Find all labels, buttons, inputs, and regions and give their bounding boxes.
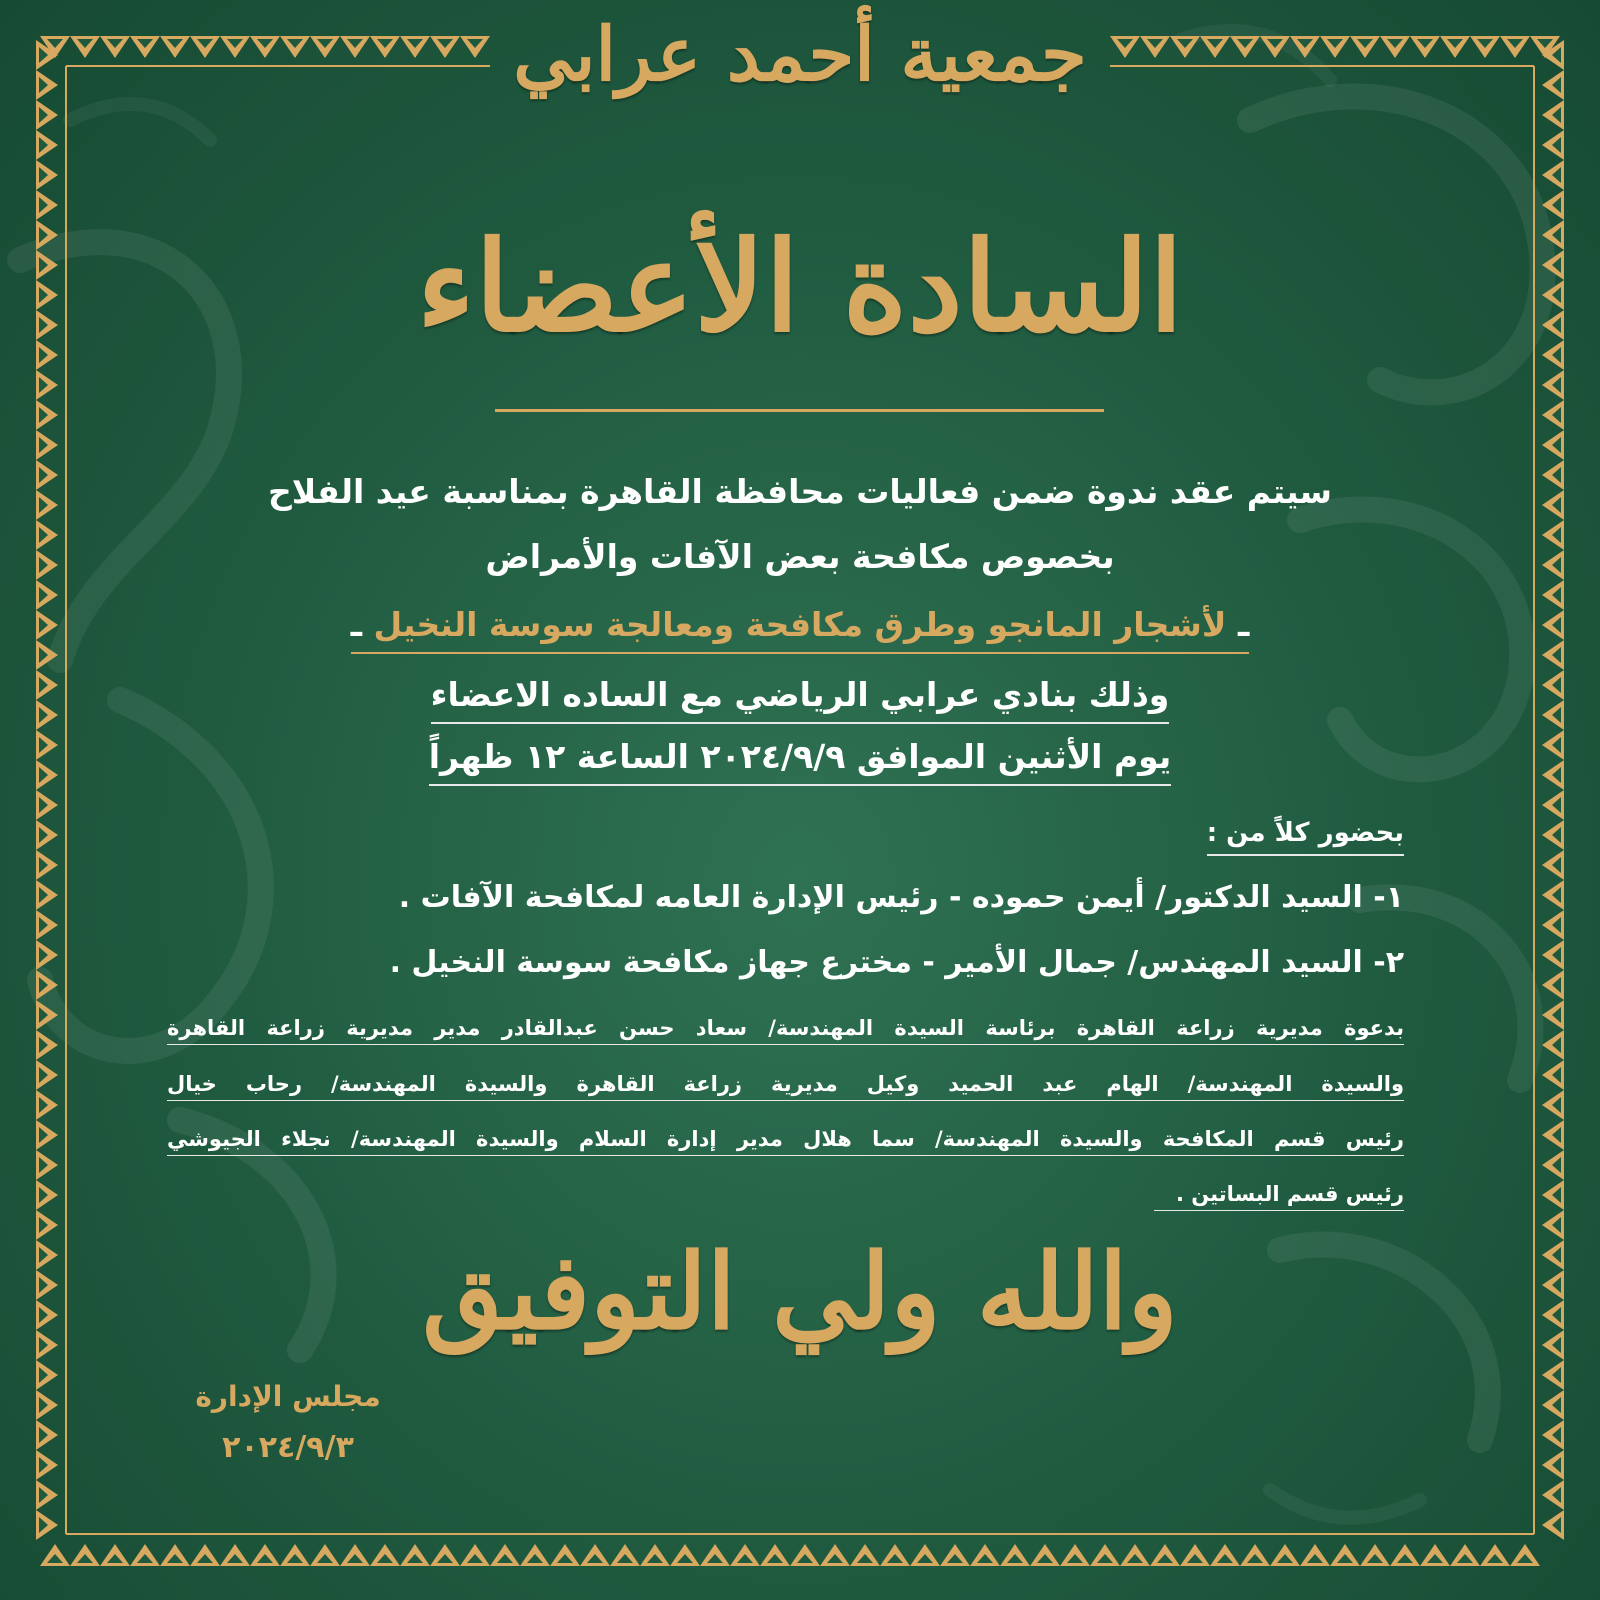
topic-dash-start: ـ — [1226, 605, 1250, 644]
invitation-line: رئيس قسم المكافحة والسيدة المهندسة/ سما هلال مدير إدارة السلام والسيدة المهندسة/ نجلاء الجيوشي — [167, 1127, 1404, 1156]
topic-line — [0, 605, 1600, 654]
organization-title: جمعية أحمد عرابي — [513, 12, 1087, 98]
closing-phrase: والله ولي التوفيق — [422, 1230, 1178, 1353]
heading-underline — [495, 409, 1104, 412]
invitation-line: والسيدة المهندسة/ الهام عبد الحميد وكيل مديرية زراعة القاهرة والسيدة المهندسة/ رحاب خيال — [167, 1072, 1404, 1101]
speaker-item: ١- السيد الدكتور/ أيمن حموده - رئيس الإدارة العامه لمكافحة الآفات . — [398, 880, 1404, 915]
intro-line-1: سيتم عقد ندوة ضمن فعاليات محافظة القاهرة بمناسبة عيد الفلاح — [267, 472, 1332, 511]
signature-label: مجلس الإدارة — [195, 1380, 381, 1413]
venue-line: وذلك بنادي عرابي الرياضي مع الساده الاعضاء — [0, 675, 1600, 724]
invitation-line: بدعوة مديرية زراعة القاهرة برئاسة السيدة المهندسة/ سعاد حسن عبدالقادر مدير مديرية زراعة القاهرة — [167, 1016, 1404, 1045]
intro-line-2: بخصوص مكافحة بعض الآفات والأمراض — [485, 537, 1115, 576]
topic-text: لأشجار المانجو وطرق مكافحة ومعالجة سوسة النخيل — [373, 605, 1227, 644]
topic-dash-end: ـ — [350, 605, 374, 644]
signature-date: ٢٠٢٤/٩/٣ — [222, 1430, 354, 1465]
attendance-label: بحضور كلاً من : — [160, 818, 1404, 856]
speaker-item: ٢- السيد المهندس/ جمال الأمير - مخترع جهاز مكافحة سوسة النخيل . — [389, 945, 1404, 980]
invitation-line: رئيس قسم البساتين . — [1154, 1182, 1404, 1211]
page-heading: السادة الأعضاء — [416, 215, 1184, 360]
date-time-line: يوم الأثنين الموافق ٢٠٢٤/٩/٩ الساعة ١٢ ظهراً — [0, 737, 1600, 786]
border-band — [40, 1544, 1540, 1566]
